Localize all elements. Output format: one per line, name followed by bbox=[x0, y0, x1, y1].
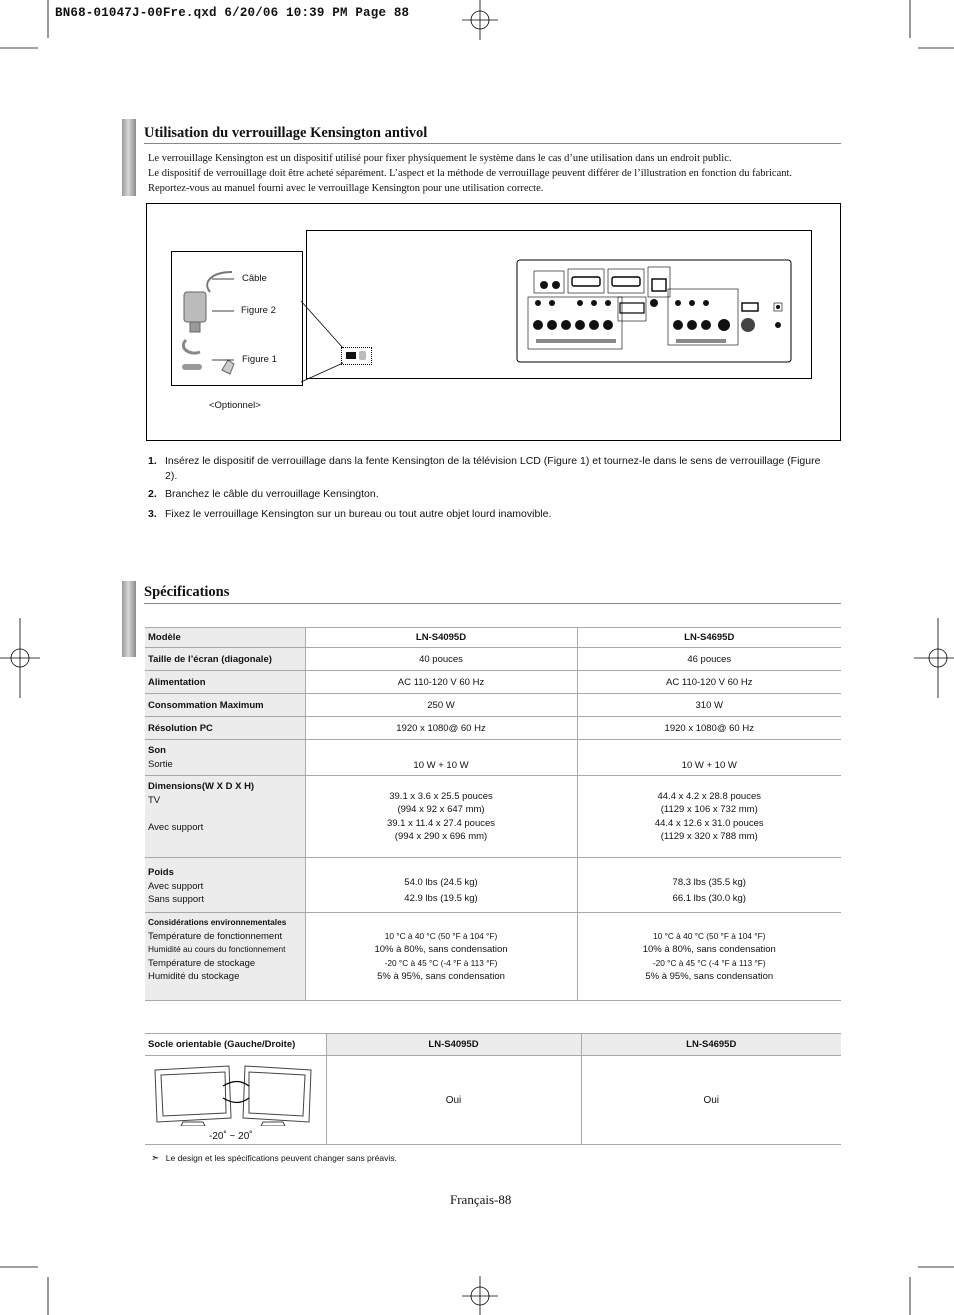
value-line: -20 °C à 45 °C (-4 °F à 113 °F) bbox=[384, 957, 498, 968]
intro-line: Reportez-vous au manuel fourni avec le verrouillage Kensington pour une utilisation correcte. bbox=[148, 183, 544, 194]
value-line: 10 °C à 40 °C (50 °F à 104 °F) bbox=[653, 930, 766, 941]
note-text: Le design et les spécifications peuvent changer sans préavis. bbox=[165, 1153, 397, 1163]
step-text: Branchez le câble du verrouillage Kensington. bbox=[165, 488, 379, 500]
spec-label-main: Poids bbox=[148, 867, 174, 878]
spec-label-sub: Avec support bbox=[148, 880, 204, 892]
lock-icon bbox=[359, 351, 366, 360]
page-number: Français-88 bbox=[450, 1192, 512, 1207]
intro-line: Le verrouillage Kensington est un dispositif utilisé pour fixer physiquement le système dans le cas d’une utilisation dans un endroit public. bbox=[148, 153, 732, 164]
value-line: 5% à 95%, sans condensation bbox=[377, 971, 505, 982]
spec-label-sub: Température de fonctionnement bbox=[148, 930, 283, 942]
model-2: LN-S4695D bbox=[581, 1034, 841, 1056]
spec-label: Consommation Maximum bbox=[145, 694, 305, 717]
label-optional: <Optionnel> bbox=[209, 400, 261, 411]
model-1: LN-S4095D bbox=[326, 1034, 581, 1056]
spec-label-main: Dimensions(W X D X H) bbox=[148, 781, 255, 792]
spec-label-sub: Sans support bbox=[148, 894, 204, 905]
table-row bbox=[145, 694, 841, 717]
specs-table bbox=[145, 627, 841, 1001]
spec-label: Taille de l’écran (diagonale) bbox=[145, 648, 305, 671]
spec-value bbox=[305, 858, 577, 913]
spec-value: 10 W + 10 W bbox=[305, 740, 577, 776]
spec-label bbox=[145, 740, 305, 776]
spec-value: 40 pouces bbox=[305, 648, 577, 671]
table-row bbox=[145, 671, 841, 694]
table-row bbox=[145, 1034, 841, 1056]
value-line: 39.1 x 11.4 x 27.4 pouces bbox=[386, 817, 496, 829]
table-row bbox=[145, 628, 841, 648]
table-row bbox=[145, 648, 841, 671]
swivel-illustration bbox=[153, 1064, 313, 1126]
spec-label-sub: Humidité au cours du fonctionnement bbox=[148, 944, 286, 954]
table-row bbox=[145, 913, 841, 1001]
kensington-diagram bbox=[146, 203, 841, 441]
label-cable: Câble bbox=[242, 273, 267, 284]
value-line: -20 °C à 45 °C (-4 °F à 113 °F) bbox=[652, 957, 766, 968]
section-bar bbox=[122, 119, 136, 196]
kensington-intro bbox=[148, 151, 792, 196]
value-line: 5% à 95%, sans condensation bbox=[645, 971, 774, 982]
print-header: BN68-01047J-00Fre.qxd 6/20/06 10:39 PM Page 88 bbox=[55, 6, 410, 20]
spec-value: 1920 x 1080@ 60 Hz bbox=[577, 717, 841, 740]
label-figure-1: Figure 1 bbox=[242, 354, 277, 365]
spec-value: 10 W + 10 W bbox=[577, 740, 841, 776]
value-line: 39.1 x 3.6 x 25.5 pouces bbox=[389, 790, 493, 802]
spec-value: AC 110-120 V 60 Hz bbox=[577, 671, 841, 694]
title-rule bbox=[144, 143, 841, 144]
value-line: 78.3 lbs (35.5 kg) bbox=[672, 877, 746, 888]
spec-value: 250 W bbox=[305, 694, 577, 717]
value-line: 10% à 80%, sans condensation bbox=[642, 944, 776, 955]
spec-value bbox=[577, 776, 841, 858]
intro-line: Le dispositif de verrouillage doit être acheté séparément. L’aspect et la méthode de verrouillage peuvent différer de l’illustration en fonction du fabricant. bbox=[148, 168, 793, 179]
socle-label: Socle orientable (Gauche/Droite) bbox=[145, 1034, 326, 1056]
table-row bbox=[145, 858, 841, 913]
value-line: (1129 x 106 x 732 mm) bbox=[660, 804, 758, 815]
spec-value bbox=[305, 776, 577, 858]
step-number: 1. bbox=[148, 455, 157, 467]
value-line: 44.4 x 12.6 x 31.0 pouces bbox=[654, 817, 764, 829]
spec-label bbox=[145, 913, 305, 1001]
socle-table bbox=[145, 1033, 841, 1145]
steps-list bbox=[148, 454, 828, 529]
spec-label-main: Considérations environnementales bbox=[148, 917, 287, 927]
kensington-slot bbox=[341, 347, 372, 365]
arrow-icon: ➣ bbox=[151, 1153, 160, 1164]
table-row bbox=[145, 1056, 841, 1145]
spec-value bbox=[577, 913, 841, 1001]
spec-label-sub: Sortie bbox=[148, 758, 173, 770]
spec-value: 46 pouces bbox=[577, 648, 841, 671]
section-bar bbox=[122, 581, 136, 657]
swivel-angle: -20˚ ~ 20˚ bbox=[209, 1131, 253, 1142]
spec-label bbox=[145, 776, 305, 858]
step-number: 2. bbox=[148, 488, 157, 500]
tv-rear-panel bbox=[306, 230, 812, 379]
table-row bbox=[145, 740, 841, 776]
value-line: (1129 x 320 x 788 mm) bbox=[660, 831, 758, 842]
spec-value: 1920 x 1080@ 60 Hz bbox=[305, 717, 577, 740]
value-line: 42.9 lbs (19.5 kg) bbox=[404, 893, 478, 904]
socle-value: Oui bbox=[581, 1056, 841, 1145]
spec-label: Modèle bbox=[145, 628, 305, 648]
swivel-cell bbox=[145, 1056, 326, 1145]
spec-value: 310 W bbox=[577, 694, 841, 717]
spec-label-sub: TV bbox=[148, 794, 161, 806]
step-text: Insérez le dispositif de verrouillage dans la fente Kensington de la télévision LCD (Figure 1) et tournez-le dans le sens de verrouillage (Figure 2). bbox=[165, 455, 821, 482]
spec-label bbox=[145, 858, 305, 913]
spec-value bbox=[577, 858, 841, 913]
value-line: 66.1 lbs (30.0 kg) bbox=[672, 893, 746, 904]
note bbox=[151, 1153, 397, 1164]
value-line: 10% à 80%, sans condensation bbox=[374, 944, 508, 955]
value-line: 10 °C à 40 °C (50 °F à 104 °F) bbox=[384, 930, 498, 941]
label-figure-2: Figure 2 bbox=[241, 305, 276, 316]
spec-value bbox=[305, 913, 577, 1001]
model-1: LN-S4095D bbox=[305, 628, 577, 648]
model-2: LN-S4695D bbox=[577, 628, 841, 648]
kensington-title: Utilisation du verrouillage Kensington antivol bbox=[144, 125, 428, 141]
value-line: 44.4 x 4.2 x 28.8 pouces bbox=[657, 790, 762, 802]
value-line: (994 x 290 x 696 mm) bbox=[394, 831, 488, 842]
title-rule bbox=[144, 603, 841, 604]
value-line: 54.0 lbs (24.5 kg) bbox=[404, 877, 478, 888]
value-line: (994 x 92 x 647 mm) bbox=[397, 804, 485, 815]
table-row bbox=[145, 776, 841, 858]
specs-title: Spécifications bbox=[144, 584, 230, 600]
spec-label: Résolution PC bbox=[145, 717, 305, 740]
table-row bbox=[145, 717, 841, 740]
connector-panel bbox=[516, 259, 792, 363]
spec-label-sub: Humidité du stockage bbox=[148, 971, 240, 982]
step-text: Fixez le verrouillage Kensington sur un bureau ou tout autre objet lourd inamovible. bbox=[165, 508, 552, 520]
spec-label-main: Son bbox=[148, 745, 166, 756]
socle-value: Oui bbox=[326, 1056, 581, 1145]
spec-label: Alimentation bbox=[145, 671, 305, 694]
spec-label-sub: Avec support bbox=[148, 821, 204, 833]
step-number: 3. bbox=[148, 508, 157, 520]
slot-black bbox=[346, 352, 356, 359]
spec-label-sub: Température de stockage bbox=[148, 957, 256, 969]
spec-value: AC 110-120 V 60 Hz bbox=[305, 671, 577, 694]
